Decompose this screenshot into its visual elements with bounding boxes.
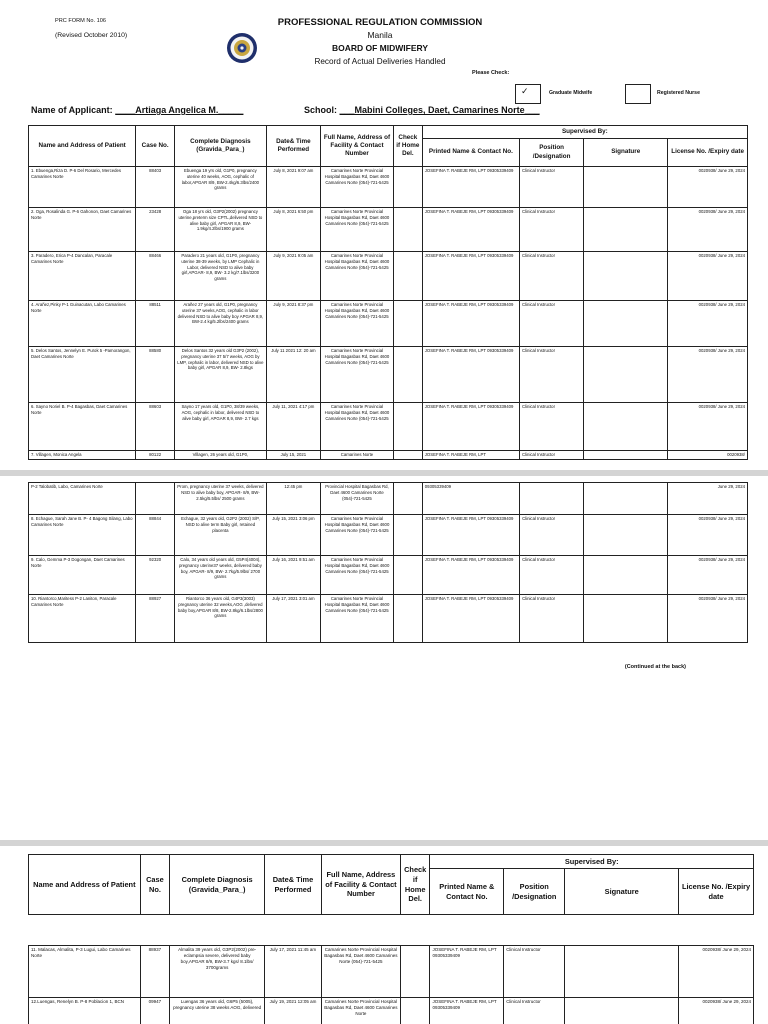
cell-datetime: July 11, 2021 4:17 pm xyxy=(266,403,320,451)
cell-signature xyxy=(584,301,668,347)
table-row xyxy=(29,595,748,643)
cell-datetime: July 17, 2021 3:01 am xyxy=(266,595,320,643)
cell-license: 0020938/ June 29, 2024 xyxy=(668,167,748,208)
header-printed-name: Printed Name & Contact No. xyxy=(422,139,519,167)
cell-diagnosis: Ebuenga 19 yrs old, G1P0, pregnancy uterine 40 weeks, AOG, cephalic of labor,APGAR 8/9, BW-2.4kg/6.3lbs/2400 grams xyxy=(174,167,266,208)
header-signature: Signature xyxy=(565,869,679,915)
school-line xyxy=(304,105,540,115)
cell-facility: Camarines Norte Provincial Hospital Bagasbas Rd, Daet 4600 Camarines Norte (054)-721-5425 xyxy=(321,946,400,998)
cell-home-del xyxy=(393,347,422,403)
cell-diagnosis: Almalita 39 years old, G3P2(2002) pre-eclampsia severe, delivered baby boy,APGAR 8/9, BW-3.7 kgs/ 8.1lbs/ 3700grams xyxy=(170,946,265,998)
header-printed-name: Printed Name & Contact No. xyxy=(430,869,504,915)
cell-signature xyxy=(584,167,668,208)
cell-license: 0020938/ June 29, 2024 xyxy=(668,301,748,347)
cell-signature xyxy=(584,403,668,451)
continued-note: (Continued at the back) xyxy=(624,664,686,670)
header-position: Position /Designation xyxy=(520,139,584,167)
cell-signature xyxy=(584,515,668,556)
cell-patient: 5. Delos Santos, Jennelyn E. Purok 5 -Pamorangon, Daet Camarines Norte xyxy=(29,347,136,403)
cell-patient: 8. Echague, Sarah Jane B. P- 4 Bagong Silang, Labo Camarines Norte xyxy=(29,515,136,556)
cell-position: Clinical Instructor xyxy=(520,556,584,595)
form-page-1 xyxy=(0,0,768,470)
cell-printed-name: JOSEFINA T. RABEJE RM, LPT 09305339409 xyxy=(422,252,519,301)
school-value: ___Mabini Colleges, Daet, Camarines Norte___ xyxy=(339,105,540,115)
deliveries-table-continued xyxy=(28,482,748,643)
cell-patient: 2. Oga, Rosalinda G. P-6 Gahonon, Daet Camarines Norte xyxy=(29,208,136,252)
cell-printed-name: 09305339409 xyxy=(422,483,519,515)
cell-home-del xyxy=(393,595,422,643)
check-mark-icon: ✓ xyxy=(521,86,529,96)
cell-license: 0020938/ June 29, 2024 xyxy=(668,595,748,643)
table-row xyxy=(29,946,754,998)
cell-diagnosis: Paradero 21 years old, G1P0, pregnancy uterine 38-39 weeks, by LMP Cephalic in Labor, delivered NSD to alive baby girl,APGAR- 8,9, BW- 3.2 kg/7.1lbs/3200 grams xyxy=(174,252,266,301)
table-row xyxy=(29,167,748,208)
cell-license: 0020938/ June 29, 2024 xyxy=(668,515,748,556)
header-facility: Full Name, Address of Facility & Contact Number xyxy=(321,855,400,915)
cell-facility: Camarines Norte Provincial Hospital Bagasbas Rd, Daet 4600 Camarines Norte xyxy=(321,998,400,1024)
graduate-midwife-label: Graduate Midwife xyxy=(549,90,593,96)
cell-home-del xyxy=(393,451,422,460)
table-row xyxy=(29,451,748,460)
applicant-line xyxy=(31,105,243,115)
cell-position: Clinical Instructor xyxy=(504,998,565,1024)
cell-patient: 1. Ebuenga,Riza D. P-6 Del Rosario, Mercedes Camarines Norte xyxy=(29,167,136,208)
header-name-address: Name and Address of Patient xyxy=(29,126,136,167)
org-name: PROFESSIONAL REGULATION COMMISSION xyxy=(277,17,483,28)
table-row xyxy=(29,208,748,252)
table-row xyxy=(29,403,748,451)
cell-case-no: 88403 xyxy=(136,167,175,208)
cell-patient: 10. Riantorco,Maritess P-2 Laniton, Paracale Camarines Norte xyxy=(29,595,136,643)
page2-rows xyxy=(29,483,748,643)
cell-diagnosis: Delos Santos 32 years old G3P2 (2002), pregnancy uterine 37 5/7 weeks, AOG by LMP, cephalic in labor, delivered NSD to alive baby girl, APGAR 8,9, BW- 2.8kgs xyxy=(174,347,266,403)
cell-signature xyxy=(565,946,679,998)
cell-datetime: July 19, 2021 12:05 am xyxy=(265,998,322,1024)
cell-home-del xyxy=(393,301,422,347)
cell-case-no: 88937 xyxy=(140,946,170,998)
board-name: BOARD OF MIDWIFERY xyxy=(331,43,428,53)
header-datetime: Date& Time Performed xyxy=(266,126,320,167)
org-city: Manila xyxy=(367,30,393,40)
cell-position xyxy=(520,483,584,515)
header-home-del: Check if Home Del. xyxy=(400,855,430,915)
cell-facility: Camarines Norte Provincial Hospital Bagasbas Rd, Daet 4600 Camarines Norte (054)-721-5425 xyxy=(320,595,393,643)
cell-patient: 3. Paradero, Erica P-4 Dancalan, Paracale Camarines Norte xyxy=(29,252,136,301)
cell-case-no: 88580 xyxy=(136,347,175,403)
header-signature: Signature xyxy=(584,139,668,167)
cell-license: 0020938/ June 29, 2024 xyxy=(679,946,754,998)
cell-case-no: 80122 xyxy=(136,451,175,460)
cell-position: Clinical Instructor xyxy=(520,515,584,556)
cell-datetime: July 9, 2021 8:37 pm xyxy=(266,301,320,347)
cell-home-del xyxy=(393,556,422,595)
cell-printed-name: JOSEFINA T. RABEJE RM, LPT 09305339409 xyxy=(422,347,519,403)
header-license: License No. /Expiry date xyxy=(679,869,754,915)
cell-diagnosis: Echague, 32 years old, G2P2 (2002) S/P, NSD to alive term Baby girl, retained placenta xyxy=(175,515,267,556)
cell-case-no: 88466 xyxy=(136,252,175,301)
form-page-3 xyxy=(0,846,768,1024)
cell-license: 0020938/ June 29, 2024 xyxy=(668,252,748,301)
header-diagnosis: Complete Diagnosis (Gravida_Para_) xyxy=(174,126,266,167)
cell-printed-name: JOSEFINA T. RABEJE RM, LPT 09305339409 xyxy=(422,595,519,643)
cell-case-no: 88844 xyxy=(136,515,175,556)
cell-diagnosis: Sayno 17 years old, G1P0, 38/39 weeks, AOG, cephalic in labor, delivered NSD to alive baby girl, APGAR 8,9, BW- 2.7 kgs xyxy=(174,403,266,451)
deliveries-table xyxy=(28,125,748,460)
deliveries-table-header-back xyxy=(28,854,754,915)
cell-printed-name: JOSEFINA T. RABEJE RM, LPT 09305339409 xyxy=(422,167,519,208)
cell-facility: Camarines Norte Provincial Hospital Bagasbas Rd, Daet 4600 Camarines Norte (054)-721-5425 xyxy=(320,252,393,301)
header-name-address: Name and Address of Patient xyxy=(29,855,141,915)
cell-home-del xyxy=(393,252,422,301)
cell-diagnosis: Riantorco 36 years old, G4P3(3003) pregnancy uterine 32 weeks,AOG ,delivered baby boy,APGAR 8/8, BW-2.8kg/6.1lbs/2800 grams xyxy=(175,595,267,643)
cell-license: June 29, 2024 xyxy=(668,483,748,515)
cell-diagnosis: Villagen, 26 years old, G1P0, xyxy=(174,451,266,460)
cell-datetime: July 16, 2021 9:51 am xyxy=(266,556,320,595)
cell-diagnosis: Arañez 27 years old, G1P0, pregnancy uterine 37 weeks,AOG, cephalic in labor delivered NSD to alive baby boy APGAR 8,9, BW-2.4 kg/5.2lbs/2400 grams xyxy=(174,301,266,347)
header-facility: Full Name, Address of Facility & Contact Number xyxy=(320,126,393,167)
cell-license: 0020938/ June 29, 2024 xyxy=(668,556,748,595)
cell-patient: 12.Luengas, Renelyn B. P-8 Poblacion 1, BCN xyxy=(29,998,141,1024)
cell-signature xyxy=(584,208,668,252)
cell-patient: 7. Villagen, Monica Angela xyxy=(29,451,136,460)
form-number: PRC FORM No. 106 xyxy=(55,18,106,24)
header-supervised-by: Supervised By: xyxy=(422,126,747,139)
cell-position: Clinical Instructor xyxy=(520,252,584,301)
cell-position: Clinical Instructor xyxy=(520,301,584,347)
cell-license: 0020938/ June 29, 2024 xyxy=(679,998,754,1024)
form-revised: (Revised October 2010) xyxy=(55,32,128,39)
header-home-del: Check if Home Del. xyxy=(393,126,422,167)
cell-license: 0020938/ June 29, 2024 xyxy=(668,208,748,252)
cell-diagnosis: Luengas 36 years old, G6P5 (5005), pregnancy uterine 38 weeks AOG, delivered xyxy=(170,998,265,1024)
cell-datetime: July 8, 2021 6:50 pm xyxy=(266,208,320,252)
cell-facility: Camarines Norte Provincial Hospital Bagasbas Rd, Daet 4600 Camarines Norte (054)-721-5425 xyxy=(320,208,393,252)
cell-facility: Camarines Norte Provincial Hospital Bagasbas Rd, Daet 4600 Camarines Norte (054)-721-5425 xyxy=(320,515,393,556)
cell-facility: Camarines Norte Provincial Hospital Bagasbas Rd, Daet 4600 Camarines Norte (054)-721-5425 xyxy=(320,403,393,451)
cell-printed-name: JOSEFINA T. RABEJE RM, LPT 09305339409 xyxy=(422,301,519,347)
cell-facility: Camarines Norte Provincial Hospital Bagasbas Rd, Daet 4600 Camarines Norte (054)-721-5425 xyxy=(320,347,393,403)
cell-patient: P-2 Talobatib, Labo, Camarines Norte xyxy=(29,483,136,515)
cell-position: Clinical Instructor xyxy=(520,208,584,252)
record-title: Record of Actual Deliveries Handled xyxy=(314,57,446,66)
prc-seal-logo xyxy=(225,26,259,70)
cell-datetime: July 17, 2021 11:45 am xyxy=(265,946,322,998)
cell-printed-name: JOSEFINA T. RABEJE RM, LPT xyxy=(422,451,519,460)
cell-datetime: July 15, 2021 xyxy=(266,451,320,460)
registered-nurse-label: Registered Nurse xyxy=(657,90,700,96)
table-row xyxy=(29,483,748,515)
school-label: School: xyxy=(304,105,337,115)
cell-printed-name: JOSEFINA T. RABEJE RM, LPT 09305339409 xyxy=(422,208,519,252)
cell-datetime: July 11 2021 12: 20 am xyxy=(266,347,320,403)
cell-patient: 4. Arañez,Pinky P-1 Guinacutan, Labo Camarines Norte xyxy=(29,301,136,347)
cell-facility: Camarines Norte Provincial Hospital Bagasbas Rd, Daet 4600 Camarines Norte (054)-721-5425 xyxy=(320,301,393,347)
header-supervised-by: Supervised By: xyxy=(430,855,754,869)
cell-signature xyxy=(584,556,668,595)
cell-patient: 9. Calo, Gemma P-3 Dogongan, Daet Camarines Norte xyxy=(29,556,136,595)
applicant-label: Name of Applicant: xyxy=(31,105,113,115)
cell-case-no: 88927 xyxy=(136,595,175,643)
cell-position: Clinical Instructor xyxy=(520,595,584,643)
header-case-no: Case No. xyxy=(140,855,170,915)
cell-printed-name: JOSEFINA T. RABEJE RM, LPT 09305339409 xyxy=(422,556,519,595)
cell-signature xyxy=(584,483,668,515)
form-page-2 xyxy=(0,476,768,840)
header-case-no: Case No. xyxy=(136,126,175,167)
cell-position: Clinical Instructor xyxy=(504,946,565,998)
cell-home-del xyxy=(393,167,422,208)
cell-license: 0020938/ June 29, 2024 xyxy=(668,347,748,403)
table-row xyxy=(29,998,754,1024)
cell-datetime: July 9, 2021 9:05 am xyxy=(266,252,320,301)
cell-printed-name: JOSEFINA T. RABEJE RM, LPT 09305339409 xyxy=(430,946,504,998)
cell-patient: 11. Malacas, Almalita, P-3 Lugui, Labo Camarines Norte xyxy=(29,946,141,998)
cell-home-del xyxy=(400,946,430,998)
cell-position: Clinical Instructor xyxy=(520,451,584,460)
cell-facility: Camarines Norte xyxy=(320,451,393,460)
cell-home-del xyxy=(400,998,430,1024)
cell-signature xyxy=(584,252,668,301)
cell-signature xyxy=(584,451,668,460)
cell-printed-name: JOSEFINA T. RABEJE RM, LPT 09305339409 xyxy=(422,515,519,556)
cell-home-del xyxy=(393,515,422,556)
header-license: License No. /Expiry date xyxy=(668,139,748,167)
cell-facility: Camarines Norte Provincial Hospital Bagasbas Rd, Daet 4600 Camarines Norte (054)-721-5425 xyxy=(320,167,393,208)
cell-position: Clinical Instructor xyxy=(520,347,584,403)
cell-diagnosis: Prom, pregnancy uterine 37 weeks, delivered NSD to alive baby boy, APGAR- 8/9, BW- 2.5kg/5.5lbs/ 2500 grams xyxy=(175,483,267,515)
table-row xyxy=(29,301,748,347)
header-datetime: Date& Time Performed xyxy=(265,855,322,915)
cell-datetime: 12:45 pm xyxy=(266,483,320,515)
table-row xyxy=(29,252,748,301)
cell-case-no: 88511 xyxy=(136,301,175,347)
deliveries-table-back xyxy=(28,945,754,1024)
cell-case-no: 88603 xyxy=(136,403,175,451)
cell-case-no: 09947 xyxy=(140,998,170,1024)
cell-case-no xyxy=(136,483,175,515)
cell-signature xyxy=(565,998,679,1024)
applicant-name-value: ____Artiaga Angelica M._____ xyxy=(115,105,244,115)
cell-position: Clinical Instructor xyxy=(520,167,584,208)
cell-facility: Camarines Norte Provincial Hospital Bagasbas Rd, Daet 4600 Camarines Norte (054)-721-5425 xyxy=(320,556,393,595)
registered-nurse-checkbox[interactable] xyxy=(625,84,651,104)
cell-case-no: 92320 xyxy=(136,556,175,595)
please-check-label: Please Check: xyxy=(472,70,510,76)
cell-patient: 6. Sayno Noriel B. P-4 Bagasbas, Daet Camarines Norte xyxy=(29,403,136,451)
cell-position: Clinical Instructor xyxy=(520,403,584,451)
cell-signature xyxy=(584,595,668,643)
table-row xyxy=(29,515,748,556)
cell-license: 0020938/ xyxy=(668,451,748,460)
cell-home-del xyxy=(393,483,422,515)
page1-rows xyxy=(29,167,748,460)
cell-home-del xyxy=(393,403,422,451)
cell-home-del xyxy=(393,208,422,252)
cell-datetime: July 8, 2021 9:07 am xyxy=(266,167,320,208)
cell-datetime: July 15, 2021 3:06 pm xyxy=(266,515,320,556)
cell-diagnosis: Oga 18 yrs old, G3P2(2002) pregnancy uterine,preterm size CPTL,delivered NSD to alive baby girl, APGAR 8,9, BW-1.9kg/4.2lbs/1900 grams xyxy=(174,208,266,252)
table-row xyxy=(29,556,748,595)
header-position: Position /Designation xyxy=(504,869,565,915)
cell-diagnosis: Calo, 34 years old years old, G5P4(4004), pregnancy uterine37 weeks, delivered baby boy, APGAR- 8/9, BW- 2.7kg/5.9lbs/ 2700 grams xyxy=(175,556,267,595)
cell-facility: Provincial Hospital Bagasbas Rd, Daet 4600 Camarines Norte (054)-721-5425 xyxy=(320,483,393,515)
header-diagnosis: Complete Diagnosis (Gravida_Para_) xyxy=(170,855,265,915)
table-row xyxy=(29,347,748,403)
cell-printed-name: JOSEFINA T. RABEJE RM, LPT 09305339409 xyxy=(422,403,519,451)
cell-case-no: 23428 xyxy=(136,208,175,252)
page3-rows xyxy=(29,946,754,1024)
cell-license: 0020938/ June 29, 2024 xyxy=(668,403,748,451)
cell-signature xyxy=(584,347,668,403)
cell-printed-name: JOSEFINA T. RABEJE RM, LPT 09305339409 xyxy=(430,998,504,1024)
